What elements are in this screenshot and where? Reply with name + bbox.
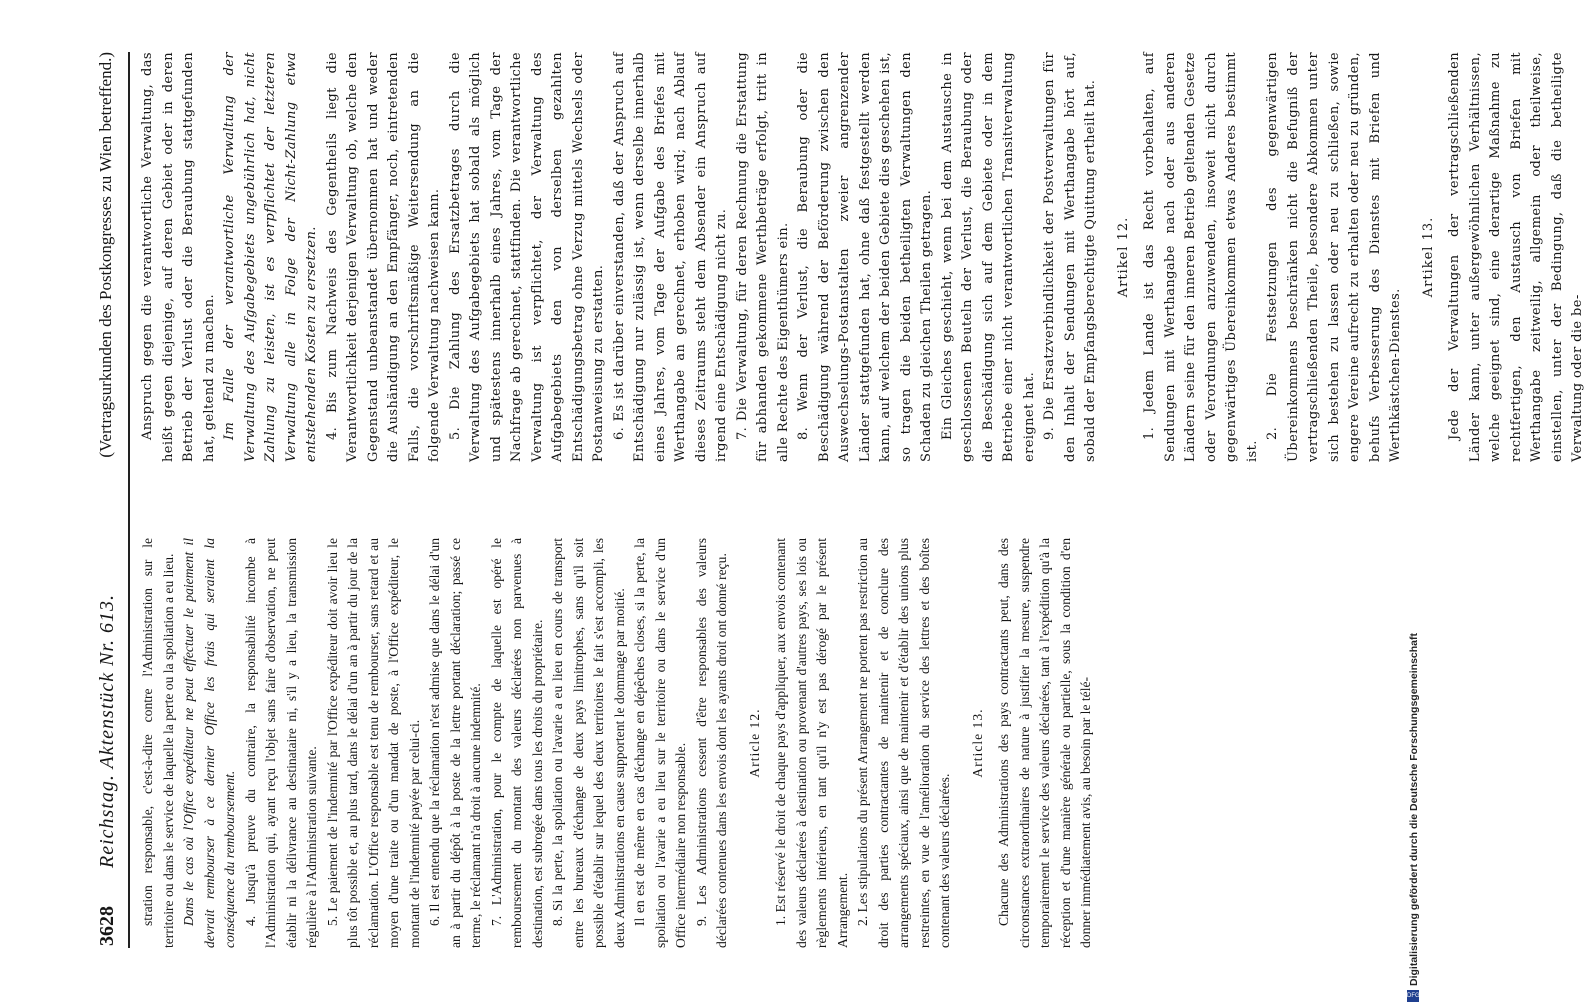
running-title: Reichstag. Aktenstück Nr. 613. xyxy=(96,593,118,868)
german-paragraph: Ein Gleiches geschieht, wenn bei dem Austausche in geschlossenen Beuteln der Verlust, die Beraubung oder die Beschädigung sich auf dem Gebiete oder in dem Betriebe einer nicht verantwortlichen Transitverwaltung ereignet hat. xyxy=(939,52,1037,462)
french-paragraph: 4. Jusqu'à preuve du contraire, la responsabilité incombe à l'Administration qui, ayant reçu l'objet sans faire d'observation, ne peut établir ni la délivrance au destinataire ni, s'il y a lieu, la transmission régulière à l'Administration suivante. xyxy=(242,538,319,948)
german-text-column xyxy=(138,52,1585,462)
german-paragraph: 1. Jedem Lande ist das Recht vorbehalten, auf Sendungen mit Werthangabe nach oder aus anderen Ländern seine für den inneren Betrieb geltenden Gesetze oder Verordnungen anzuwenden, insoweit nicht durch gegenwärtiges Übereinkommen etwas Anderes bestimmt ist. xyxy=(1142,52,1260,462)
french-paragraph: Il en est de même en cas d'échange en dépêches closes, si la perte, la spoliation ou l'avarie a eu lieu sur le territoire ou dans le service d'un Office intermédiaire non responsable. xyxy=(632,538,688,948)
french-paragraph: 9. Les Administrations cessent d'être responsables des valeurs déclarées contenues dans les envois dont les ayants droit ont donné reçu. xyxy=(693,538,729,948)
french-paragraph: 1. Est réservé le droit de chaque pays d'appliquer, aux envois contenant des valeurs déclarées à destination ou provenant d'autres pays, ses lois ou règlements intérieurs, en tant qu'il n'y est pas dérogé par le présent Arrangement. xyxy=(773,538,850,948)
french-paragraph: Dans le cas où l'Office expéditeur ne peut effectuer le paiement il devrait rembourser à ce dernier Office les frais qui seraient la conséquence du remboursement. xyxy=(181,538,237,948)
french-paragraph: 8. Si la perte, la spoliation ou l'avarie a eu lieu en cours de transport entre les bureaux d'échange de deux pays limitrophes, sans qu'il soit possible d'établir sur lequel des deux territoires le fait s'est accompli, les deux Administrations en cause supportent le dommage par moitié. xyxy=(550,538,627,948)
dfg-logo-icon: DFG xyxy=(1407,990,1419,1002)
german-article-heading: Artikel 13. xyxy=(1420,216,1436,298)
french-article-heading: Article 12. xyxy=(746,708,762,778)
scan-credit-strip xyxy=(1404,0,1422,1000)
french-paragraph: stration responsable, c'est-à-dire contre l'Administration sur le territoire ou dans le service de laquelle la perte ou la spoliation a eu lieu. xyxy=(140,538,176,948)
french-text-column xyxy=(138,538,1328,948)
german-paragraph: 9. Die Ersatzverbindlichkeit der Postverwaltungen für den Inhalt der Sendungen mit Werthangabe hört auf, sobald der Empfangsberechtigte Quittung ertheilt hat. xyxy=(1042,52,1098,462)
french-paragraph: 5. Le paiement de l'indemnité par l'Office expéditeur doit avoir lieu le plus tôt possible et, au plus tard, dans le délai d'un an à partir du jour de la réclamation. L'Office responsable est tenu de rembourser, sans retard et au moyen d'une traite ou d'un mandat de poste, à l'Office expéditeur, le montant de l'indemnité payée par celui-ci. xyxy=(324,538,422,948)
german-article-heading: Artikel 12. xyxy=(1115,216,1131,298)
german-paragraph: Jede der Verwaltungen der vertragschließenden Länder kann, unter außergewöhnlichen Verhältnissen, welche geeignet sind, eine derartige Maßnahme zu rechtfertigen, den Austausch von Briefen mit Werthangabe zeitweilig, allgemein oder theilweise, einstellen, unter der Bedingung, daß die betheiligte Verwaltung oder die be- xyxy=(1447,52,1585,462)
french-article-heading: Article 13. xyxy=(969,708,985,778)
french-paragraph: 2. Les stipulations du présent Arrangement ne portent pas restriction au droit des parties contractantes de maintenir et de conclure des arrangements spéciaux, ainsi que de maintenir et d'établir des unions plus restreintes, en vue de l'amélioration du service des lettres et des boîtes contenant des valeurs déclarées. xyxy=(855,538,952,948)
german-paragraph: 7. Die Verwaltung, für deren Rechnung die Erstattung für abhanden gekommene Werthbeträge erfolgt, tritt in alle Rechte des Eigenthümers ein. xyxy=(734,52,791,462)
german-paragraph: Im Falle der verantwortliche Verwaltung der Verwaltung des Aufgabegebiets ungebührlich hat, nicht Zahlung zu leisten, ist es verpflichtet der letzteren Verwaltung alle in Folge der Nicht-Zahlung etwa entstehenden Kosten zu ersetzen. xyxy=(222,52,319,462)
german-paragraph: 8. Wenn der Verlust, die Beraubung oder die Beschädigung während der Beförderung zwischen den Auswechselungs-Postanstalten zweier angrenzender Länder stattgefunden hat, ohne daß festgestellt werden kann, auf welchem der beiden Gebiete dies geschehen ist, so tragen die beiden betheiligten Verwaltungen den Schaden zu gleichen Theilen getragen. xyxy=(796,52,934,462)
french-paragraph: Chacune des Administrations des pays contractants peut, dans des circonstances extraordinaires de nature à justifier la mesure, suspendre temporairement le service des valeurs déclarées, tant à l'expédition qu'à la réception et d'une manière générale ou partielle, sous la condition d'en donner immédiatement avis, au besoin par le télé- xyxy=(996,538,1093,948)
german-paragraph: 4. Bis zum Nachweis des Gegentheils liegt die Verantwortlichkeit derjenigen Verwaltung ob, welche den Gegenstand unbeanstandet übernommen hat und weder die Aushändigung an den Empfänger, noch, eintretenden Falls, die vorschriftsmäßige Weitersendung an die folgende Verwaltung nachweisen kann. xyxy=(324,52,442,462)
german-paragraph: 6. Es ist darüber einverstanden, daß der Anspruch auf Entschädigung nur zulässig ist, wenn derselbe innerhalb eines Jahres, vom Tage der Aufgabe des Briefes mit Werthangabe an gerechnet, erhoben wird; nach Ablauf dieses Zeitraums steht dem Absender ein Anspruch auf irgend eine Entschädigung nicht zu. xyxy=(611,52,729,462)
german-paragraph: 2. Die Festsetzungen des gegenwärtigen Übereinkommens beschränken nicht die Befugniß der vertragschließenden Theile, besondere Abkommen unter sich bestehen zu lassen oder neu zu schließen, sowie engere Vereine aufrecht zu erhalten oder neu zu gründen, behufs Verbesserung des Dienstes mit Briefen und Werthkästchen-Dienstes. xyxy=(1265,52,1403,462)
german-paragraph: 5. Die Zahlung des Ersatzbetrages durch die Verwaltung des Aufgabegebiets hat sobald als möglich und spätestens innerhalb eines Jahres, vom Tage der Nachfrage ab gerechnet, stattfinden. Die verantwortliche Verwaltung ist verpflichtet, der Verwaltung des Aufgabegebiets den von derselben gezahlten Entschädigungsbetrag ohne Verzug mittels Wechsels oder Postanweisung zu erstatten. xyxy=(447,52,606,462)
french-paragraph: 7. L'Administration, pour le compte de laquelle est opéré le remboursement du montant des valeurs déclarées non parvenues à destination, est subrogée dans tous les droits du propriétaire. xyxy=(488,538,545,948)
digitization-credit: Digitalisierung gefördert durch die Deutsche Forschungsgemeinschaft xyxy=(1408,633,1420,986)
running-subtitle: (Vertragsurkunden des Postkongresses zu Wien betreffend.) xyxy=(96,52,115,458)
german-paragraph: Anspruch gegen die verantwortliche Verwaltung, das heißt gegen diejenige, auf deren Gebiet oder in deren Betrieb der Verlust oder die Beraubung stattgefunden hat, geltend zu machen. xyxy=(140,52,217,462)
page-number: 3628 xyxy=(96,906,118,946)
running-header xyxy=(92,52,130,948)
french-paragraph: 6. Il est entendu que la réclamation n'est admise que dans le délai d'un an à partir du dépôt à la poste de la lettre portant déclaration; passé ce terme, le réclamant n'a droit à aucune indemnité. xyxy=(427,538,483,948)
